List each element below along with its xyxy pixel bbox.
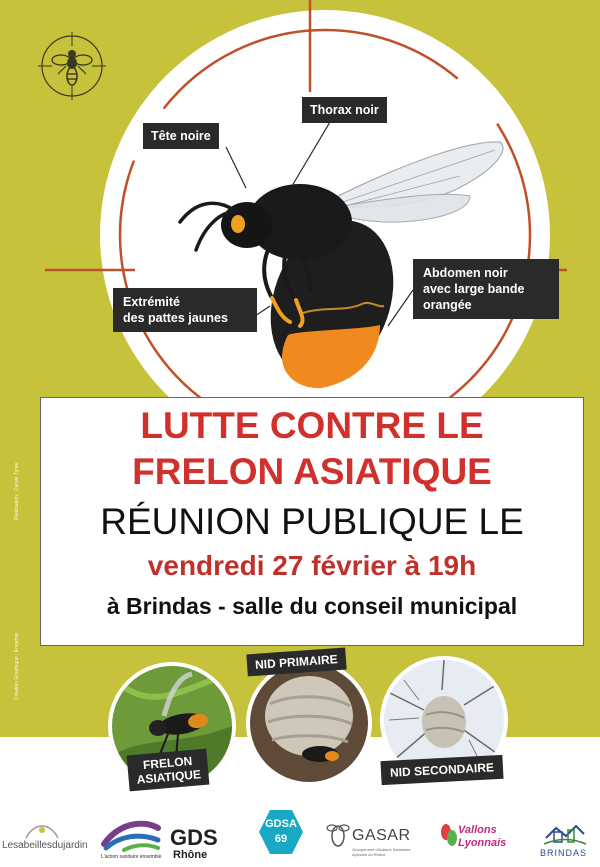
- headline-line-2: FRELON ASIATIQUE: [132, 451, 492, 492]
- primary-nest-photo: [246, 660, 372, 786]
- side-credit-graphic: Création Graphique : Ennemix: [14, 632, 20, 700]
- vallons-logo-text: Vallons: [458, 824, 497, 836]
- brindas-logo-text: BRINDAS: [540, 848, 588, 858]
- announcement-box: [40, 397, 584, 646]
- gds-logo-text: GDS: [170, 825, 218, 850]
- vallons-leaf-icon: [438, 822, 458, 850]
- abeilles-logo-icon: [22, 820, 62, 842]
- tag-primary-nest: NID PRIMAIRE: [246, 648, 346, 677]
- gdsa-logo-number: 69: [274, 833, 288, 845]
- gdsa-logo-text: GDSA: [265, 818, 297, 830]
- label-thorax: Thorax noir: [302, 97, 387, 123]
- tag-hornet: FRELON ASIATIQUE: [127, 749, 210, 792]
- gds-logo-subtitle: Rhône: [173, 849, 208, 861]
- abeilles-logo-text: Lesabeillesdujardin: [2, 840, 88, 851]
- label-legs: Extrémité des pattes jaunes: [113, 288, 257, 332]
- meeting-date: vendredi 27 février à 19h: [147, 550, 477, 581]
- gasar-logo-text: GASAR: [352, 827, 411, 844]
- meeting-location: à Brindas - salle du conseil municipal: [106, 593, 518, 619]
- side-credit: Réalisation : Carole Tyree: [14, 462, 20, 520]
- label-abdomen: Abdomen noir avec large bande orangée: [413, 259, 559, 319]
- gds-swoosh-icon: [100, 818, 162, 852]
- headline-line-1: LUTTE CONTRE LE: [140, 405, 484, 446]
- bee-logo-icon: [36, 30, 108, 102]
- label-head: Tête noire: [143, 123, 219, 149]
- tag-secondary-nest: NID SECONDAIRE: [380, 755, 503, 785]
- gasar-logo-subtitle: Groupement d'Actions Sanitaires Apicoles du Rhône: [352, 847, 411, 857]
- gdsa-logo-badge: [259, 810, 303, 854]
- partner-logos: [0, 800, 600, 867]
- vallons-logo-text-2: Lyonnais: [458, 837, 507, 849]
- gds-logo-tagline: L'action sanitaire ensemble: [101, 854, 162, 860]
- brindas-village-icon: [542, 808, 588, 848]
- meeting-title: RÉUNION PUBLIQUE LE: [100, 501, 524, 542]
- gasar-bee-icon: [326, 820, 350, 850]
